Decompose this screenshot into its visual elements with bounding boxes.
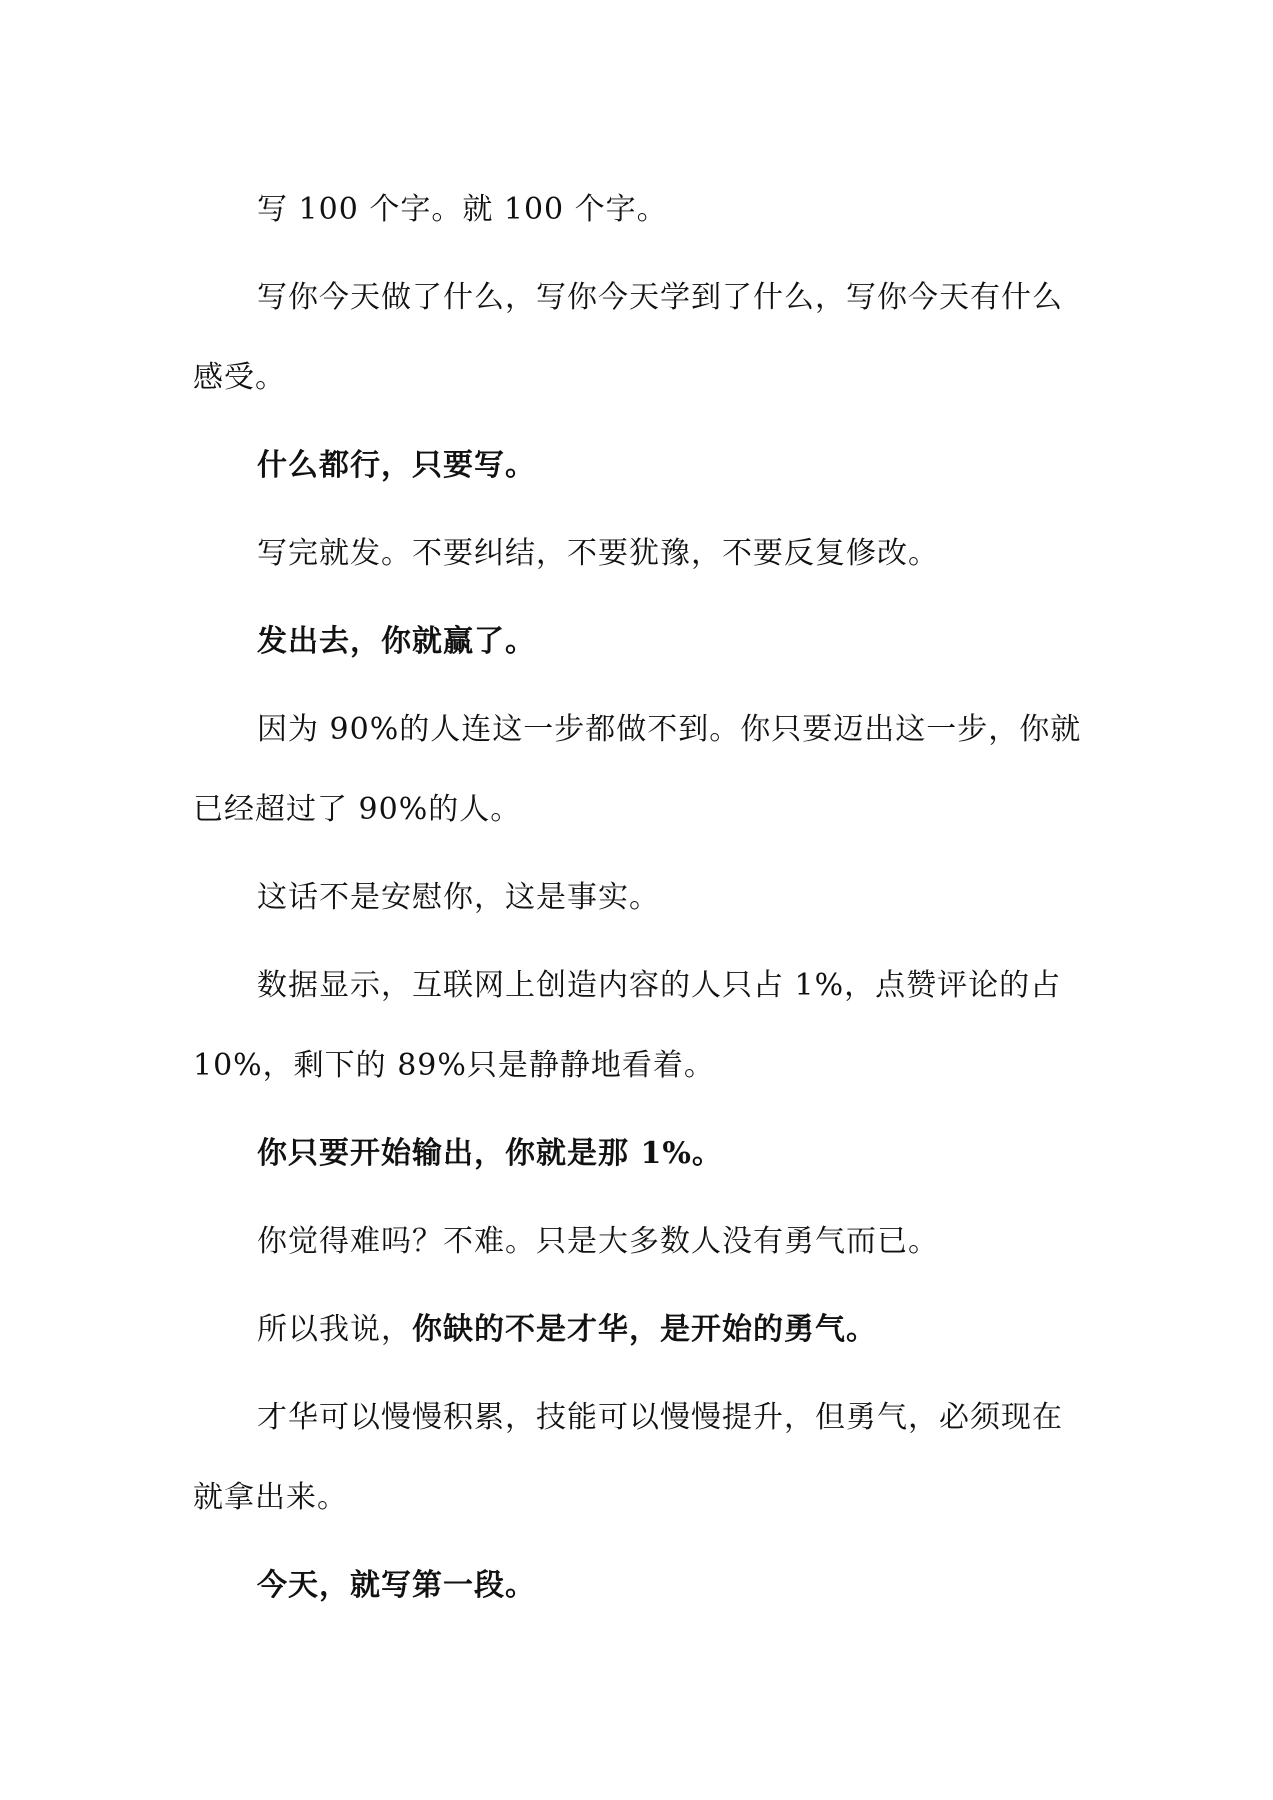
- paragraph-11-emphasis: 你缺的不是才华，是开始的勇气。: [412, 1312, 877, 1347]
- paragraph-4: 写完就发。不要纠结，不要犹豫，不要反复修改。: [257, 536, 939, 571]
- paragraph-5: 发出去，你就赢了。: [257, 624, 536, 659]
- paragraph-6: 因为 90%的人连这一步都做不到。你只要迈出这一步，你就已经超过了 90%的人。: [193, 712, 1082, 827]
- paragraph-1: 写 100 个字。就 100 个字。: [257, 192, 668, 227]
- paragraph-3: 什么都行，只要写。: [257, 448, 536, 483]
- paragraph-10: 你觉得难吗？不难。只是大多数人没有勇气而已。: [257, 1224, 939, 1259]
- paragraph-12: 才华可以慢慢积累，技能可以慢慢提升，但勇气，必须现在就拿出来。: [193, 1400, 1063, 1515]
- document-page: [193, 170, 1083, 1626]
- paragraph-2: 写你今天做了什么，写你今天学到了什么，写你今天有什么感受。: [193, 280, 1063, 395]
- paragraph-7: 这话不是安慰你，这是事实。: [257, 880, 660, 915]
- paragraph-13: 今天，就写第一段。: [257, 1568, 536, 1603]
- paragraph-11: [193, 1290, 1083, 1370]
- paragraph-8: 数据显示，互联网上创造内容的人只占 1%，点赞评论的占 10%，剩下的 89%只是静静地看着。: [193, 968, 1062, 1083]
- paragraph-11-lead: 所以我说，: [257, 1312, 412, 1347]
- paragraph-9: 你只要开始输出，你就是那 1%。: [257, 1136, 723, 1171]
